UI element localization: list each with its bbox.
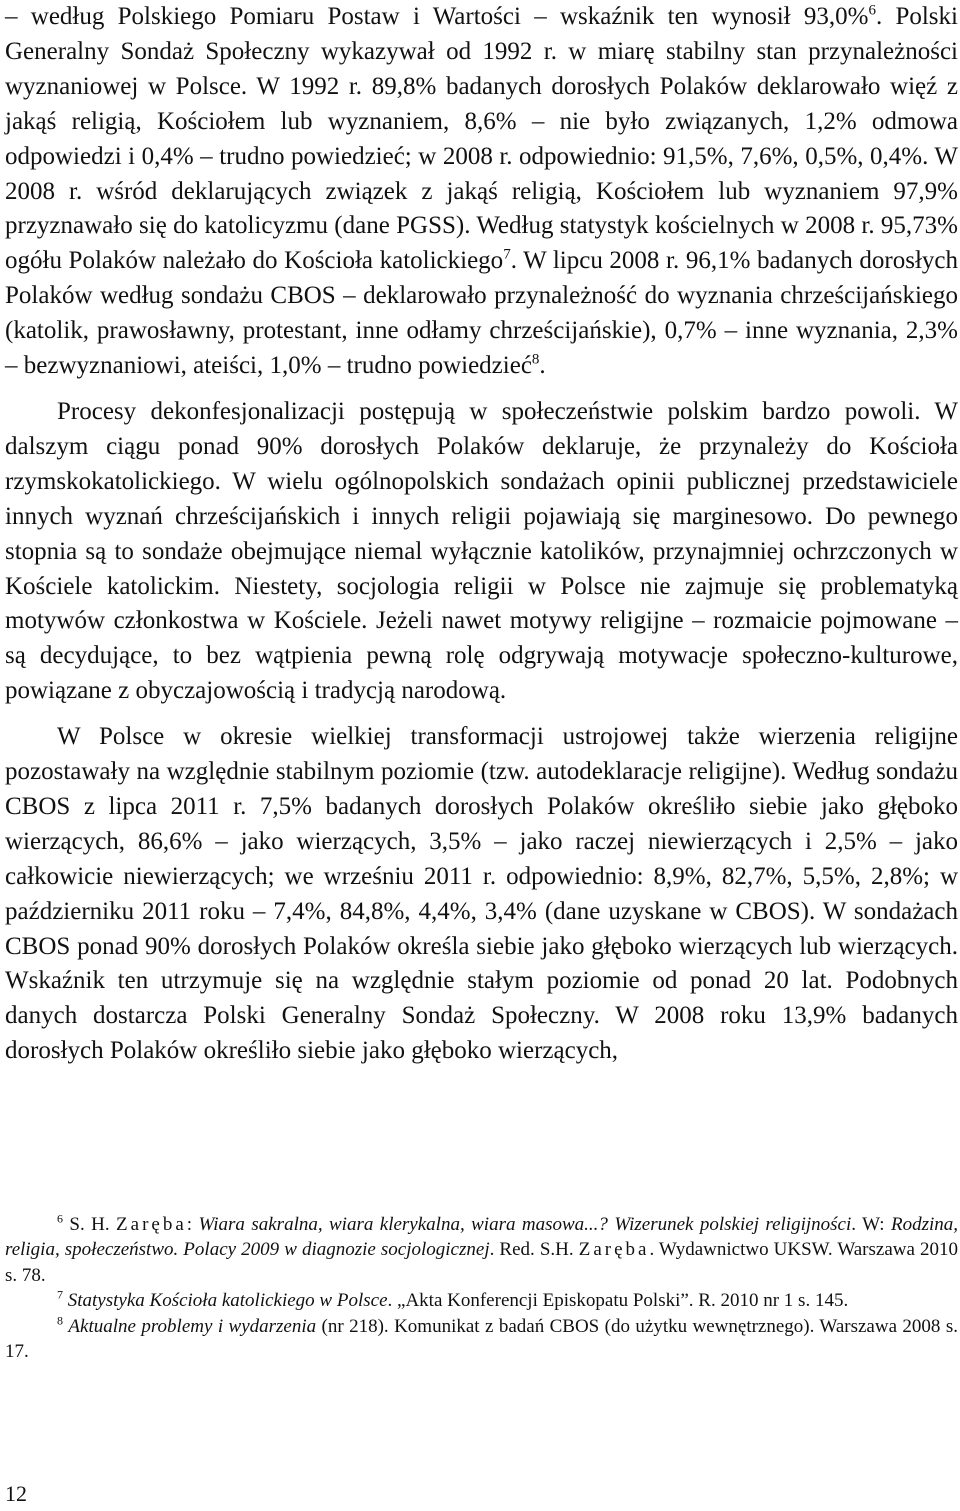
paragraph-3: W Polsce w okresie wielkiej transformacji ustrojowej także wierzenia religijne pozostawały na względnie stabilnym poziomie (tzw. autodeklaracje religijne). Według sondażu CBOS z lipca 2011 r. 7,5% badanych dorosłych Polaków określiło siebie jako głęboko wierzących, 86,6% – jako wierzących, 3,5% – jako raczej niewierzących i 2,5% – jako całkowicie niewierzących; we wrześniu 2011 r. odpowiednio: 8,9%, 82,7%, 5,5%, 2,8%; w październiku 2011 roku – 7,4%, 84,8%, 4,4%, 3,4% (dane uzyskane w CBOS). W sondażach CBOS ponad 90% dorosłych Polaków określa siebie jako głęboko wierzących lub wierzących. Wskaźnik ten utrzymuje się na względnie stałym poziomie od ponad 20 lat. Podobnych danych dostarcza Polski Generalny Sondaż Społeczny. W 2008 roku 13,9% badanych dorosłych Polaków określiło siebie jako głęboko wierzących,: [5, 723, 958, 1065]
document-page: [5, 0, 958, 1511]
footnote-tail: . „Akta Konferencji Episkopatu Polski”. R. 2010 nr 1 s. 145.: [387, 1290, 849, 1312]
footnote-separator: :: [186, 1214, 199, 1235]
footnote-ref-6: 6: [868, 2, 876, 19]
footnote-title: Statystyka Kościoła katolickiego w Polsce: [67, 1290, 388, 1312]
footnote-author-initials: S. H.: [69, 1214, 117, 1235]
footnote-ref-7: 7: [503, 247, 511, 264]
footnote-8: [5, 1314, 958, 1365]
paragraph-1-text-a: – według Polskiego Pomiaru Postaw i Wartości – wskaźnik ten wynosił 93,0%: [5, 3, 869, 30]
footnote-tail: . Wydawnictwo UKSW. Warszawa 2010 s. 78.: [5, 1239, 958, 1286]
paragraph-1-text-b: . Polski Generalny Sondaż Społeczny wykazywał od 1992 r. w miarę stabilny stan przynależności wyznaniowej w Polsce. W 1992 r. 89,8% badanych dorosłych Polaków deklarowało więź z jakąś religią, Kościołem lub wyznaniem, 8,6% – nie było związanych, 1,2% odmowa odpowiedzi i 0,4% – trudno powiedzieć; w 2008 r. odpowiednio: 91,5%, 7,6%, 0,5%, 0,4%. W 2008 r. wśród deklarujących związek z jakąś religią, Kościołem lub wyznaniem 97,9% przyznawało się do katolicyzmu (dane PGSS). Według statystyk kościelnych w 2008 r. 95,73% ogółu Polaków należało do Kościoła katolickiego: [5, 3, 958, 275]
footnote-mid: . W:: [851, 1214, 891, 1235]
footnote-red: . Red. S.H.: [489, 1239, 579, 1261]
paragraph-1-text-c: . W lipcu 2008 r. 96,1% badanych dorosłych Polaków według sondażu CBOS – deklarowało przynależność do wyznania chrześcijańskiego (katolik, prawosławny, protestant, inne odłamy chrześcijańskie), 0,7% – inne wyznania, 2,3% – bezwyznaniowi, ateiści, 1,0% – trudno powiedzieć: [5, 247, 958, 380]
main-text: [5, 0, 958, 1069]
footnote-number: 8: [57, 1313, 63, 1328]
footnote-author: Zaręba: [116, 1214, 187, 1235]
footnote-source: Rodzina, religia, społeczeństwo. Polacy 2009 w diagnozie socjologicznej: [5, 1214, 959, 1261]
footnote-7: [5, 1288, 958, 1313]
footnote-number: 7: [57, 1287, 63, 1302]
footnote-title: Aktualne problemy i wydarzenia: [68, 1315, 317, 1337]
footnote-ref-8: 8: [531, 351, 540, 368]
footnotes: [5, 1212, 958, 1364]
footnote-tail: (nr 218). Komunikat z badań CBOS (do użytku wewnętrznego). Warszawa 2008 s. 17.: [5, 1315, 958, 1363]
paragraph-2: Procesy dekonfesjonalizacji postępują w społeczeństwie polskim bardzo powoli. W dalszym ciągu ponad 90% dorosłych Polaków deklaruje, że przynależy do Kościoła rzymskokatolickiego. W wielu ogólnopolskich sondażach opinii publicznej przedstawiciele innych wyznań chrześcijańskich i innych religii pojawiają się marginesowo. Do pewnego stopnia są to sondaże obejmujące niemal wyłącznie katolików, przynajmniej ochrzczonych w Kościele katolickim. Niestety, socjologia religii w Polsce nie zajmuje się problematyką motywów członkostwa w Kościele. Jeżeli nawet motywy religijne – rozmaicie pojmowane – są decydujące, to bez wątpienia pewną rolę odgrywają motywacje społeczno-kulturowe, powiązane z obyczajowością i tradycją narodową.: [5, 397, 958, 705]
paragraph-1-text-d: .: [539, 352, 546, 380]
page-number: 12: [5, 1481, 27, 1506]
footnote-editor: Zaręba: [578, 1239, 650, 1261]
footnote-title: Wiara sakralna, wiara klerykalna, wiara masowa...? Wizerunek polskiej religijności: [198, 1214, 852, 1235]
footnote-6: [5, 1212, 958, 1288]
footnote-number: 6: [57, 1211, 63, 1226]
paragraph-1: [5, 0, 958, 384]
